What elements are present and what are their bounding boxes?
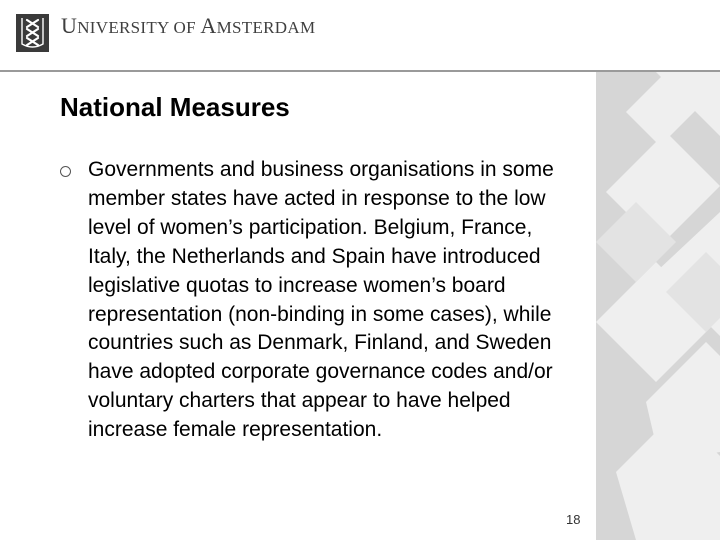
bullet-text: Governments and business organisations in some member states have acted in response to the low level of women’s participation. Belgium, France, Italy, the Netherlands and Spain have introduced legislative quotas to increase women’s board representation (non-binding in some cases), while countries such as Denmark, Finland, and Sweden have adopted corporate governance codes and/or voluntary charters that appear to have helped increase female representation. <box>88 158 554 442</box>
decorative-side-panel <box>596 72 720 540</box>
slide-title: National Measures <box>60 92 290 122</box>
page-number: 18 <box>566 512 581 527</box>
slide-header <box>0 0 720 70</box>
bullet-circle-icon <box>60 166 71 177</box>
institution-name: UNIVERSITY OF AMSTERDAM <box>61 13 316 38</box>
university-crest-icon <box>16 14 49 52</box>
